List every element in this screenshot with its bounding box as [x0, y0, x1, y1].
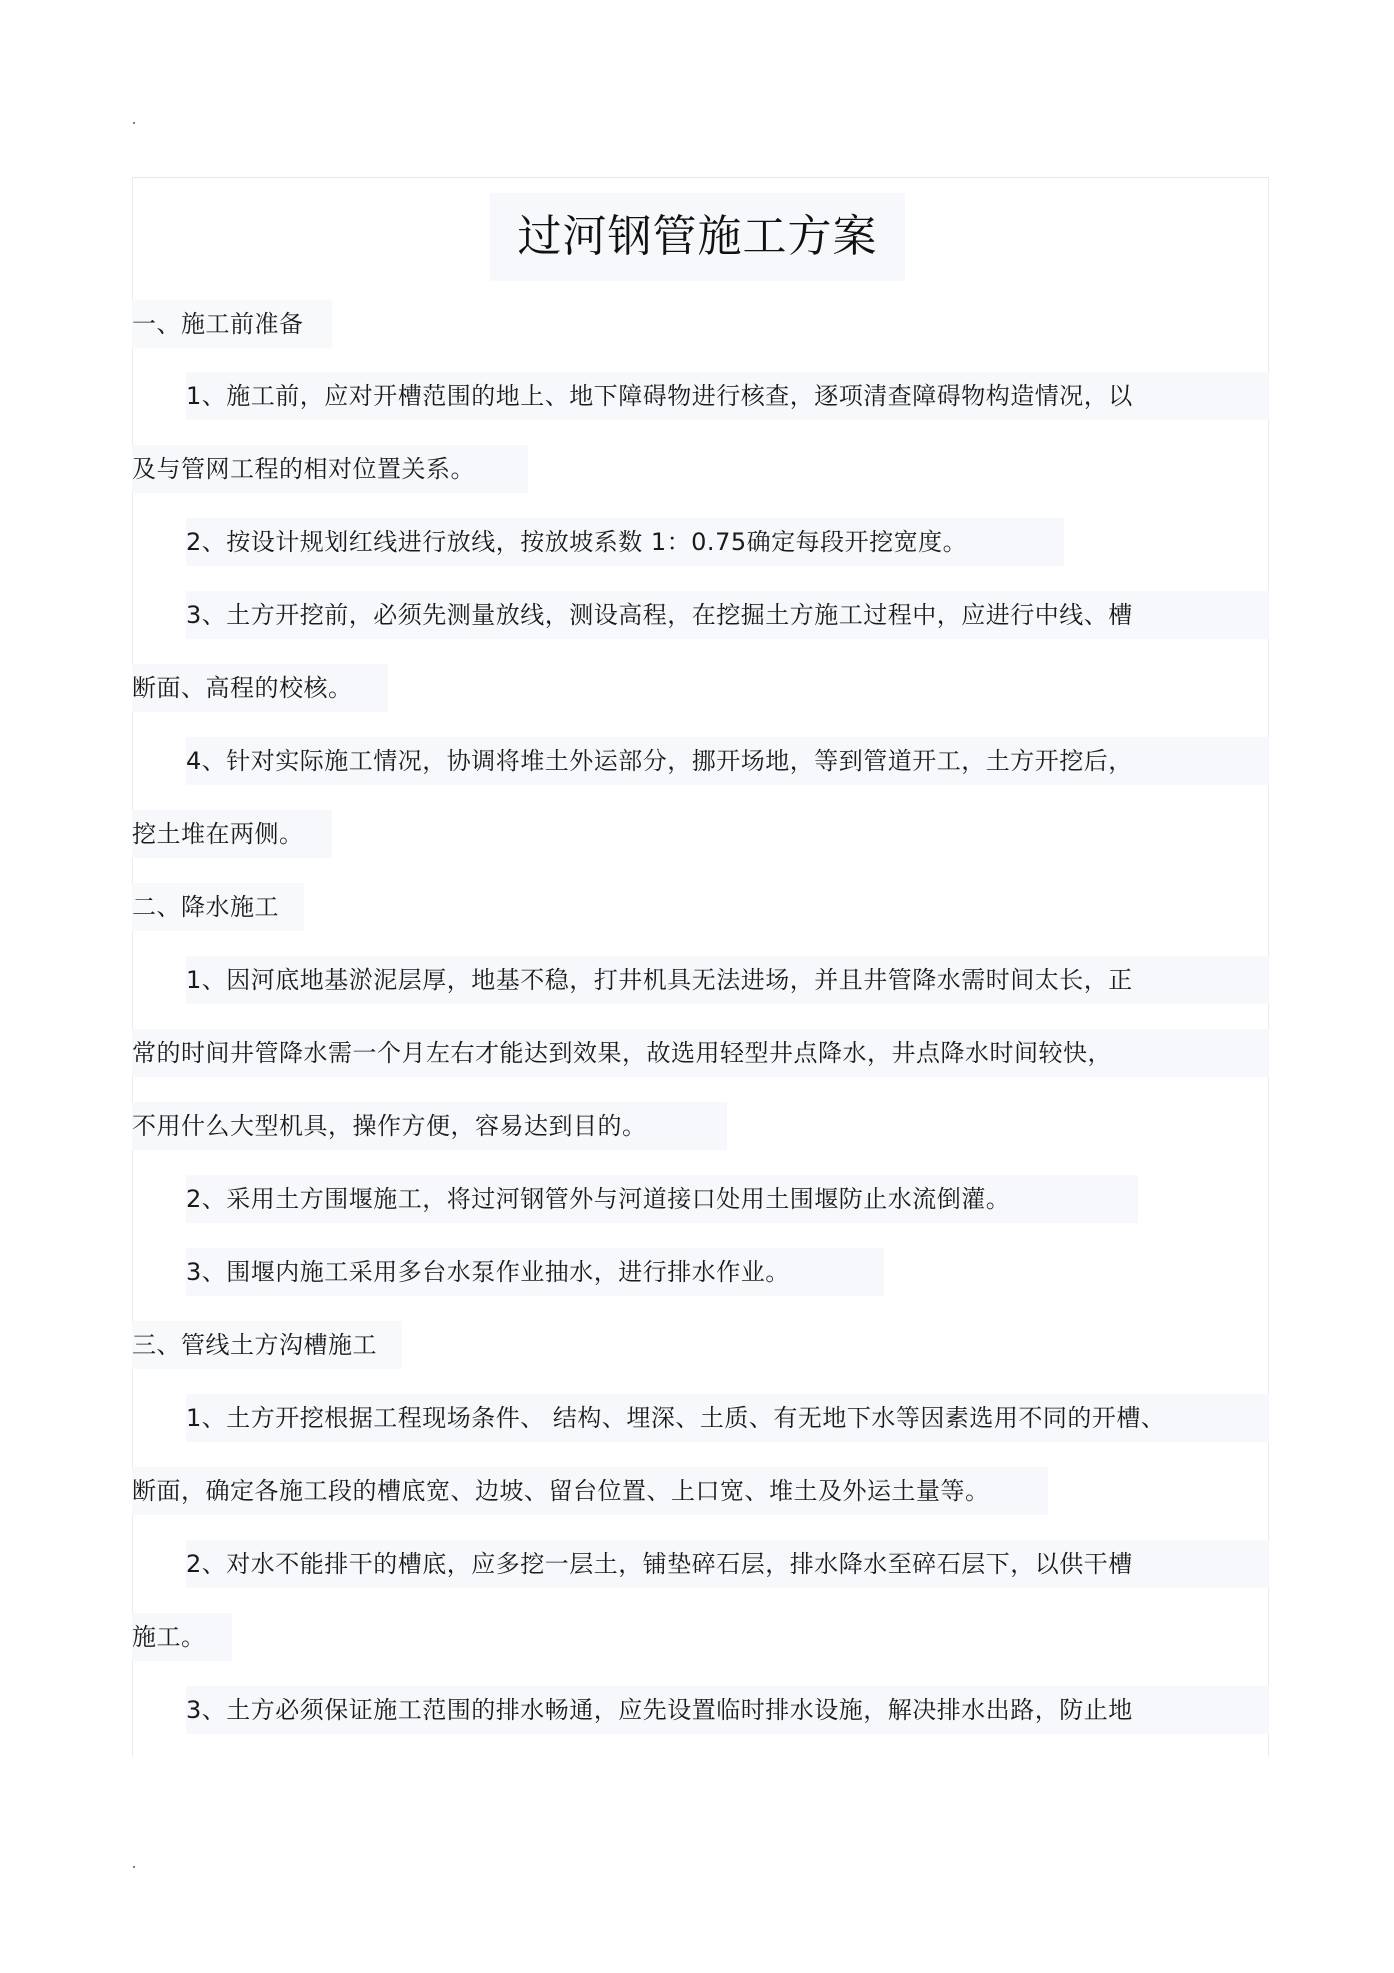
paragraph-line: 断面、高程的校核。 — [132, 664, 388, 712]
page-dot-top — [133, 122, 135, 124]
paragraph-line: 挖土堆在两侧。 — [132, 810, 332, 858]
paragraph-line: 3、土方开挖前，必须先测量放线，测设高程，在挖掘土方施工过程中，应进行中线、槽 — [186, 591, 1269, 639]
paragraph-line: 3、土方必须保证施工范围的排水畅通，应先设置临时排水设施，解决排水出路，防止地 — [186, 1686, 1269, 1734]
paragraph-line: 不用什么大型机具，操作方便，容易达到目的。 — [132, 1102, 727, 1150]
paragraph-line: 2、对水不能排干的槽底，应多挖一层土，铺垫碎石层，排水降水至碎石层下，以供干槽 — [186, 1540, 1269, 1588]
section-heading-3: 三、管线土方沟槽施工 — [132, 1321, 402, 1369]
paragraph-line: 1、土方开挖根据工程现场条件、 结构、埋深、土质、有无地下水等因素选用不同的开槽、 — [186, 1394, 1269, 1442]
section-heading-2: 二、降水施工 — [132, 883, 304, 931]
paragraph-line: 1、因河底地基淤泥层厚，地基不稳，打井机具无法进场，并且井管降水需时间太长，正 — [186, 956, 1269, 1004]
paragraph-line: 4、针对实际施工情况，协调将堆土外运部分，挪开场地，等到管道开工，土方开挖后， — [186, 737, 1269, 785]
paragraph-line: 施工。 — [132, 1613, 232, 1661]
section-heading-1: 一、施工前准备 — [132, 300, 332, 348]
paragraph-line: 2、采用土方围堰施工，将过河钢管外与河道接口处用土围堰防止水流倒灌。 — [186, 1175, 1138, 1223]
paragraph-line: 2、按设计规划红线进行放线，按放坡系数 1：0.75确定每段开挖宽度。 — [186, 518, 1064, 566]
page-dot-bottom — [133, 1866, 135, 1868]
paragraph-line: 1、施工前，应对开槽范围的地上、地下障碍物进行核查，逐项清查障碍物构造情况，以 — [186, 372, 1269, 420]
paragraph-line: 3、围堰内施工采用多台水泵作业抽水，进行排水作业。 — [186, 1248, 884, 1296]
paragraph-line: 常的时间井管降水需一个月左右才能达到效果，故选用轻型井点降水，井点降水时间较快， — [132, 1029, 1269, 1077]
paragraph-line: 断面，确定各施工段的槽底宽、边坡、留台位置、上口宽、堆土及外运土量等。 — [132, 1467, 1048, 1515]
paragraph-line: 及与管网工程的相对位置关系。 — [132, 445, 528, 493]
document-title: 过河钢管施工方案 — [490, 193, 905, 281]
